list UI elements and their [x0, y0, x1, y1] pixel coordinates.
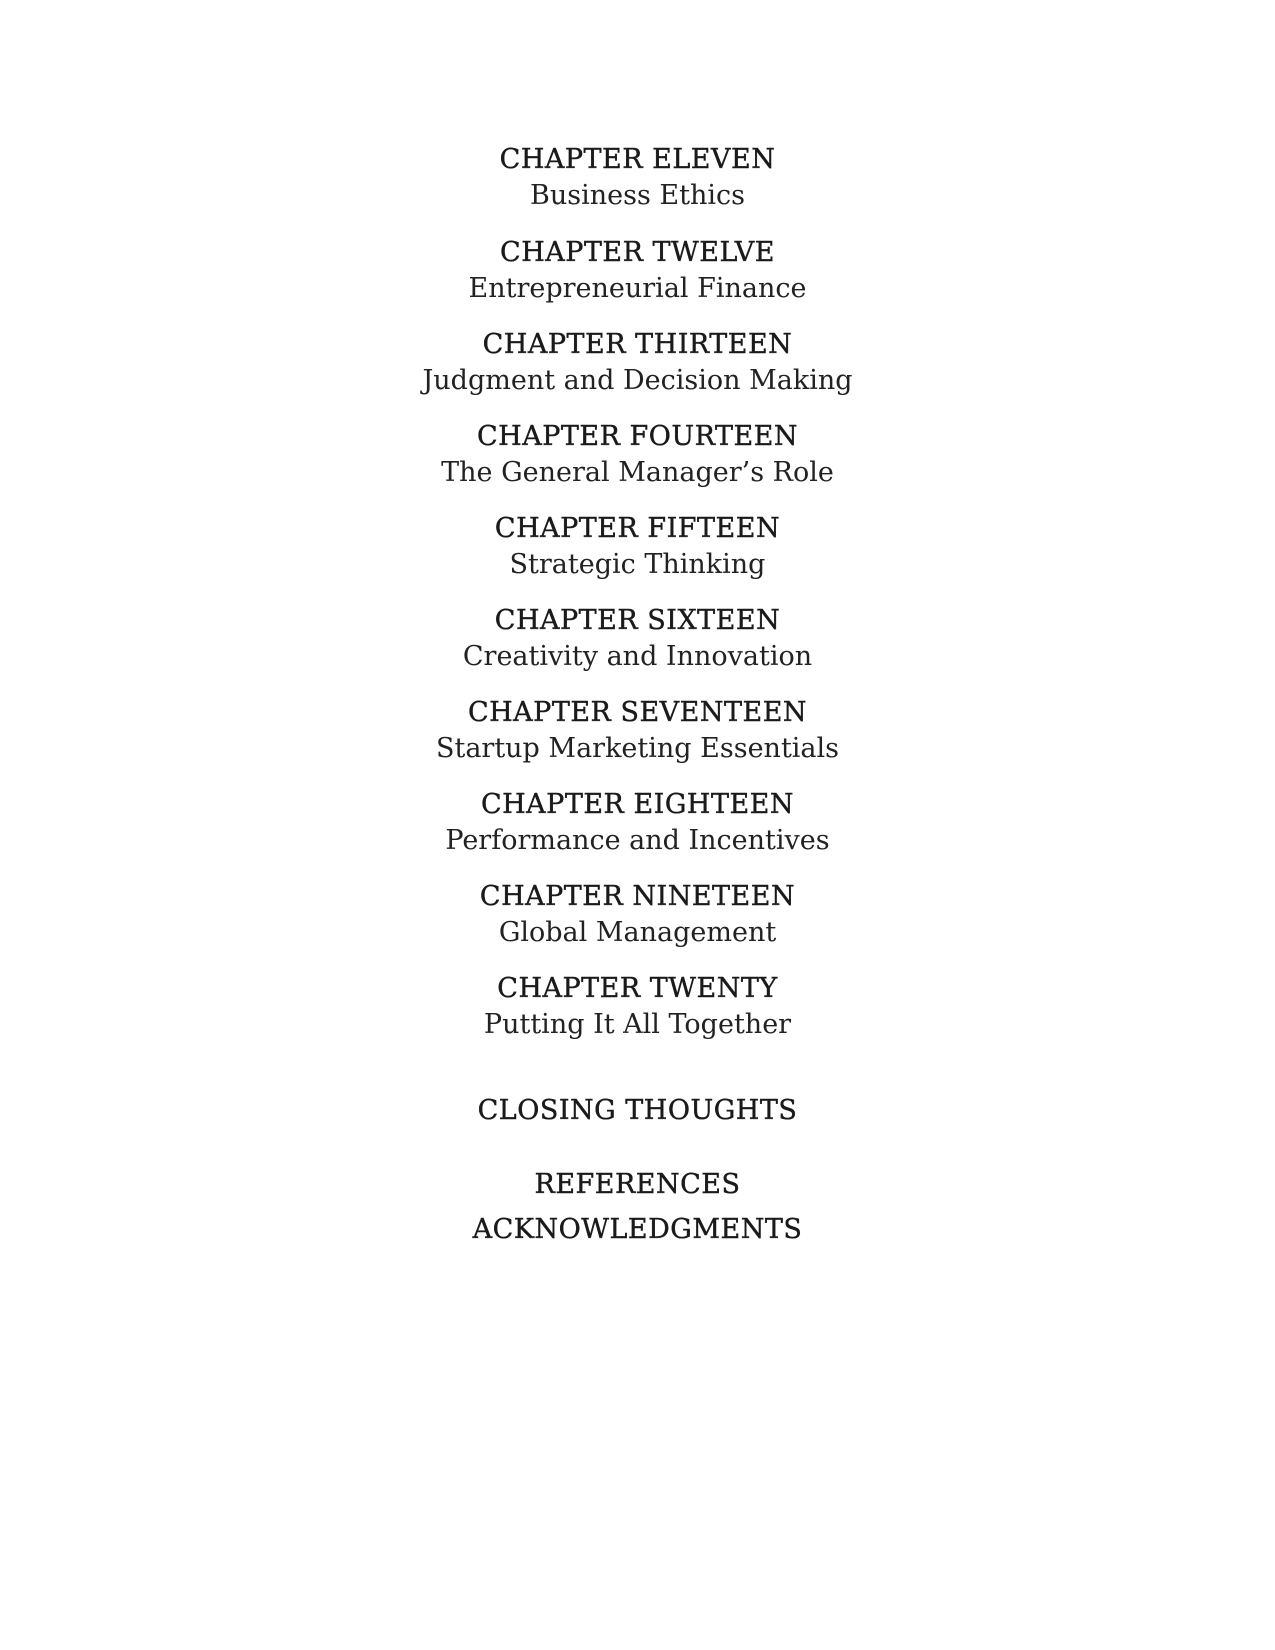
chapter-heading: CHAPTER SEVENTEEN	[467, 697, 808, 728]
chapter-title: Global Management	[498, 917, 777, 948]
chapter-heading: CHAPTER FIFTEEN	[494, 513, 781, 544]
chapter-title: Startup Marketing Essentials	[435, 733, 840, 764]
chapter-heading: CHAPTER ELEVEN	[499, 144, 776, 175]
toc-entry-chapter-eleven	[0, 142, 1275, 214]
chapter-heading: CHAPTER FOURTEEN	[476, 421, 799, 452]
toc-entry-references	[0, 1167, 1275, 1203]
toc-entry-acknowledgments	[0, 1212, 1275, 1248]
references-heading: REFERENCES	[534, 1169, 741, 1200]
chapter-title: Performance and Incentives	[445, 825, 830, 856]
closing-thoughts-heading: CLOSING THOUGHTS	[477, 1095, 798, 1126]
toc-entry-closing-thoughts	[0, 1093, 1275, 1129]
toc-entry-chapter-fifteen	[0, 511, 1275, 583]
chapter-title: Entrepreneurial Finance	[468, 273, 807, 304]
chapter-heading: CHAPTER SIXTEEN	[494, 605, 781, 636]
toc-entry-chapter-fourteen	[0, 419, 1275, 491]
toc-entry-chapter-twenty	[0, 971, 1275, 1043]
chapter-heading: CHAPTER EIGHTEEN	[480, 789, 795, 820]
chapter-heading: CHAPTER TWENTY	[497, 973, 778, 1004]
toc-entry-chapter-eighteen	[0, 787, 1275, 859]
toc-entry-chapter-nineteen	[0, 879, 1275, 951]
chapter-title: Putting It All Together	[483, 1009, 792, 1040]
chapter-title: Strategic Thinking	[509, 549, 766, 580]
toc-entry-chapter-thirteen	[0, 327, 1275, 399]
toc-entry-chapter-twelve	[0, 235, 1275, 307]
chapter-heading: CHAPTER NINETEEN	[479, 881, 796, 912]
chapter-title: Creativity and Innovation	[462, 641, 813, 672]
chapter-title: Business Ethics	[530, 180, 745, 211]
chapter-title: The General Manager’s Role	[441, 457, 834, 488]
chapter-title: Judgment and Decision Making	[422, 365, 853, 396]
toc-entry-chapter-seventeen	[0, 695, 1275, 767]
toc-entry-chapter-sixteen	[0, 603, 1275, 675]
acknowledgments-heading: ACKNOWLEDGMENTS	[472, 1214, 803, 1245]
chapter-heading: CHAPTER TWELVE	[500, 237, 775, 268]
chapter-heading: CHAPTER THIRTEEN	[482, 329, 793, 360]
